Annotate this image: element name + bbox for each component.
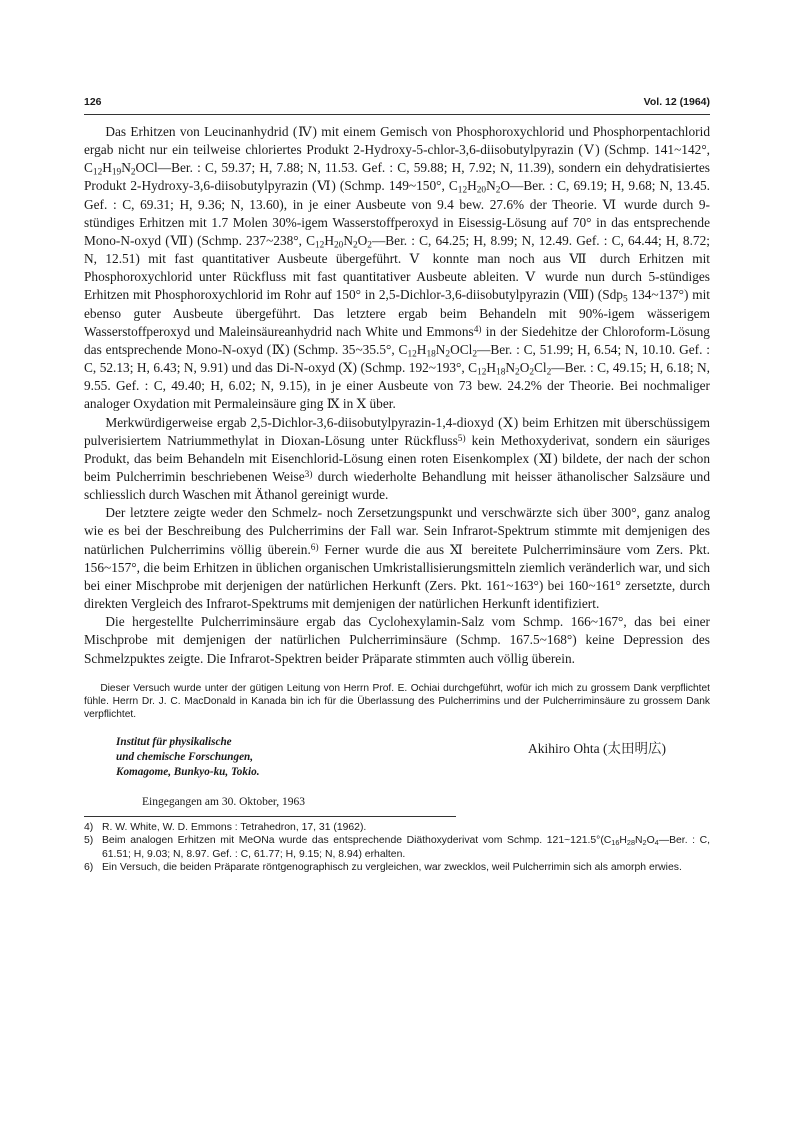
- paragraph: Die hergestellte Pulcherriminsäure ergab das Cyclohexylamin-Salz vom Schmp. 166~167°, das bei einer Mischprobe mit demjenigen der natürlichen Pulcherriminsäure (Schmp. 167.5~168°) keine Depression des Schmelzpuktes zeigte. Die Infrarot-Spektren beider Präparate stimmten auch völlig überein.: [84, 614, 710, 666]
- footnote-text: Ein Versuch, die beiden Präparate röntgenographisch zu vergleichen, war zwecklos, weil Pulcherrimin sich als amorph erwies.: [102, 862, 682, 874]
- footnotes: [84, 821, 710, 875]
- footnote-reference: 6): [310, 542, 319, 553]
- paragraph: Das Erhitzen von Leucinanhydrid (Ⅳ) mit einem Gemisch von Phosphoroxychlorid und Phosphorpentachlorid ergab nicht nur ein teilweise chloriertes Produkt 2-Hydroxy-5-chlor-3,6-diisobutylpyrazin (Ⅴ) (Schmp. 141~142°, $C_{12}H_{19}N_2OCl—Ber$. : C, 59.37; H, 7.88; N, 11.53. Gef. : C, 59.88; H, 7.92; N, 11.39), sondern ein dehydratisiertes Produkt 2-Hydroxy-3,6-diisobutylpyrazin (Ⅵ) (Schmp. 149~150°, $C_{12}H_{20}N_2O—Ber$. : C, 69.19; H, 9.68; N, 13.45. Gef. : C, 69.31; H, 9.36; N, 13.60), in je einer Ausbeute von 9.4 bew. 27.6% der Theorie. Ⅵ wurde durch 9-stündiges Erhitzen mit 1.7 Molen 30%-igem Wasserstoffperoxyd in Eisessig-Lösung auf 70° in das entsprechende Mono-N-oxyd (Ⅶ) (Schmp. 237~238°, $C_{12}H_{20}N_2O_2—Ber$. : C, 64.25; H, 8.99; N, 12.49. Gef. : C, 64.44; H, 8.72; N, 12.51) mit fast quantitativer Ausbeute übergeführt. Ⅴ konnte man noch aus Ⅶ durch Erhitzen mit Phosphoroxychlorid unter Rückfluss mit fast quantitativer Ausbeute ableiten. Ⅴ wurde nun durch 5-stündiges Erhitzen mit Phosphoroxychlorid im Rohr auf 150° in 2,5-Dichlor-3,6-diisobutylpyrazin (Ⅷ) (Sdp$_5$ 134~137°) mit ebenso guter Ausbeute übergeführt. Das letztere ergab beim Behandeln mit 90%-igem wässerigem Wasserstoffperoxyd und Maleinsäureanhydrid nach White und Emmons$^{4)}$ in der Siedehitze der Chloroform-Lösung das entsprechende Mono-N-oxyd (Ⅸ) (Schmp. 35~35.5°, $C_{12}H_{18}N_2OCl_2—Ber$. : C, 51.99; H, 6.54; N, 10.10. Gef. : C, 52.13; H, 6.43; N, 9.91) und das Di-N-oxyd (Ⅹ) (Schmp. 192~193°, $C_{12}H_{18}N_2O_2Cl_2—Ber$. : C, 49.15; H, 6.18; N, 9.55. Gef. : C, 49.40; H, 6.02; N, 9.15), in je einer Ausbeute von 73 bew. 24.2% der Theorie. Bei nochmaliger analoger Oxydation mit Permaleinsäure ging Ⅸ in Ⅹ über.: [84, 124, 711, 412]
- volume-label: Vol. 12 (1964): [643, 96, 710, 108]
- subscript: 2: [472, 349, 477, 360]
- footnote-reference: 3): [304, 469, 313, 480]
- subscript: 2: [529, 367, 535, 378]
- institute-line: Institut für physikalische: [116, 735, 232, 748]
- subscript: 5: [622, 294, 628, 305]
- footnote-number: 5): [84, 835, 94, 847]
- subscript: 20: [476, 185, 487, 196]
- subscript: 18: [426, 349, 436, 360]
- subscript: 2: [642, 838, 647, 848]
- subscript: 12: [477, 367, 487, 378]
- subscript: 12: [315, 240, 325, 251]
- footnote-number: 6): [84, 862, 94, 874]
- header-rule: [84, 114, 710, 115]
- page-number: 126: [84, 96, 102, 108]
- footnote: [84, 834, 710, 861]
- footnote-reference: 5): [457, 433, 466, 444]
- subscript: 18: [496, 367, 506, 378]
- subscript: 2: [495, 185, 501, 196]
- subscript: 12: [457, 185, 468, 196]
- footnote-number: 4): [84, 821, 94, 833]
- footnote-rule: [84, 816, 456, 817]
- page: [84, 96, 710, 875]
- subscript: 2: [367, 240, 372, 251]
- footnote: [84, 861, 710, 875]
- subscript: 2: [130, 167, 136, 178]
- subscript: 20: [333, 240, 344, 251]
- footnote-reference: 4): [473, 324, 482, 335]
- subscript: 2: [352, 240, 358, 251]
- body-text: [84, 123, 710, 668]
- footnote: [84, 821, 710, 835]
- subscript: 12: [92, 167, 103, 178]
- paragraph: Der letztere zeigte weder den Schmelz- noch Zersetzungspunkt und verschwärzte sich über 300°, ganz analog wie es bei der Beschreibung des Pulcherrimins der Fall war. Sein Infrarot-Spektrum stimmte mit demjenigen des natürlichen Pulcherrimins völlig überein.$^{6)}$ Ferner wurde die aus Ⅺ bereitete Pulcherriminsäure vom Zers. Pkt. 156~157°, die beim Erhitzen in üblichen organischen Umkristallisierungsmitteln ziemlich veränderlich war, und sich bei einer Mischprobe mit derjenigen der natürlichen Herkunft (Zers. Pkt. 161~163°) bei 160~161° zersetzte, durch direkten Vergleich des Infrarot-Spektrums mit demjenigen der natürlichen Herkunft identifiziert.: [84, 505, 710, 612]
- acknowledgement: Dieser Versuch wurde unter der gütigen Leitung von Herrn Prof. E. Ochiai durchgeführt, wofür ich mich zu grossem Dank verpflichtet fühle. Herrn Dr. J. C. MacDonald in Kanada bin ich für die Überlassung des Pulcherrimins und der Pulcherriminsäure zu grossem Dank verpflichtet.: [84, 682, 710, 720]
- institute-address: [116, 735, 260, 780]
- subscript: 4: [654, 838, 659, 848]
- footnote-text: R. W. White, W. D. Emmons : Tetrahedron, 17, 31 (1962).: [102, 821, 367, 833]
- footnote-text: Beim analogen Erhitzen mit MeONa wurde das entsprechende Diäthoxyderivat vom Schmp. $121\sim 121.5^\circ(C_{16}H_{28}N_2O_4—Ber$. : C, 61.51; H, 9.03; N, 8.97. Gef. : C, 61.77; H, 9.15; N, 8.94) erhalten.: [102, 835, 710, 860]
- running-header: [84, 96, 710, 112]
- institute-line: Komagome, Bunkyo-ku, Tokio.: [116, 765, 260, 778]
- subscript: 19: [111, 167, 122, 178]
- received-date: Eingegangen am 30. Oktober, 1963: [142, 795, 306, 808]
- signature-block: [84, 735, 710, 780]
- subscript: 2: [546, 367, 552, 378]
- subscript: 2: [515, 367, 520, 378]
- institute-line: und chemische Forschungen,: [116, 750, 254, 763]
- subscript: 16: [611, 838, 620, 848]
- paragraph: Merkwürdigerweise ergab 2,5-Dichlor-3,6-diisobutylpyrazin-1,4-dioxyd (Ⅹ) beim Erhitzen mit überschüssigem pulverisiertem Natriummethylat in Dioxan-Lösung unter Rückfluss$^{5)}$ kein Methoxyderivat, sondern ein säuriges Produkt, das beim Behandeln mit Eisenchlorid-Lösung einen roten Eisenkomplex (Ⅺ) bildete, der nach der schon beim Pulcherrimin beschriebenen Weise$^{3)}$ durch wiederholte Behandlung mit heisser äthanolischer Salzsäure und schliesslich durch Waschen mit Äthanol gereinigt wurde.: [84, 414, 710, 503]
- author-name: Akihiro Ohta (太田明広): [528, 740, 666, 756]
- subscript: 12: [407, 349, 417, 360]
- subscript: 2: [445, 349, 451, 360]
- subscript: 28: [626, 838, 635, 848]
